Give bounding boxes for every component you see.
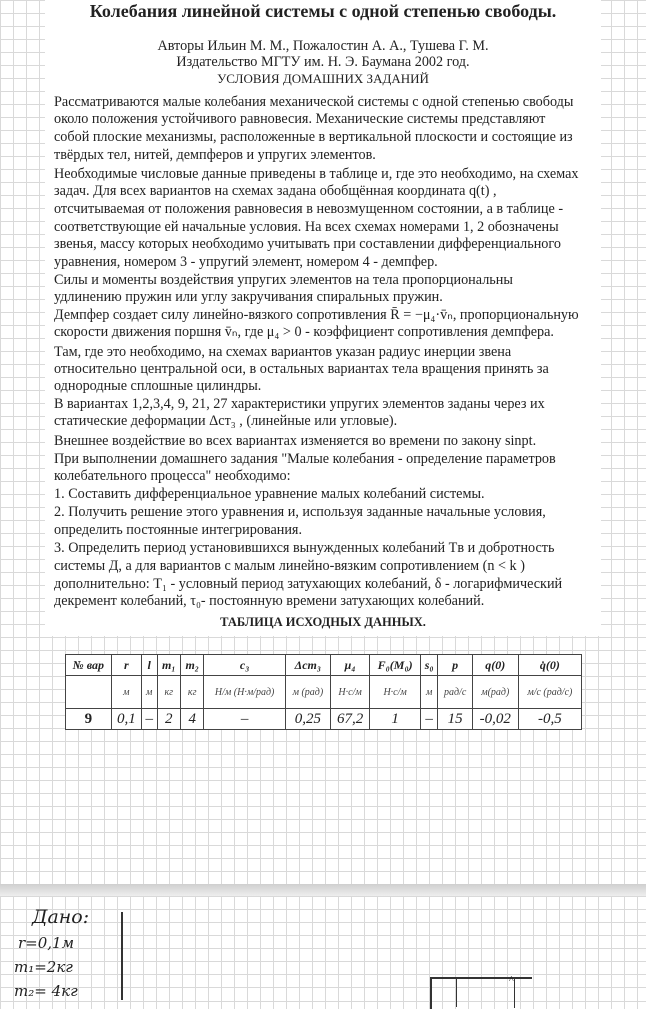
body-text-line: однородные сплошные цилиндры.	[54, 378, 262, 394]
notebook-sheet	[0, 896, 646, 1000]
table-cell: -0,5	[518, 709, 581, 730]
body-text-line: звенья, массу которых необходимо учитывать при составлении дифференциального	[54, 236, 561, 252]
body-text-line: дополнительно: T₁ - условный период затухающих колебаний, δ - логарифмический	[54, 576, 563, 592]
table-cell: 4	[181, 709, 204, 730]
table-unit-cell: м/с (рад/с)	[518, 676, 581, 709]
table-cell: 2	[157, 709, 180, 730]
body-text-line: отсчитываемая от положения равновесия в невозмущенном состоянии, а в таблице -	[54, 201, 564, 217]
body-text-line: задач. Для всех вариантов на схемах задана обобщённая координата q(t) ,	[54, 183, 497, 199]
table-header-cell: m₁	[157, 655, 180, 676]
table-cell: –	[420, 709, 438, 730]
table-unit-cell: м	[111, 676, 141, 709]
body-text-line: Демпфер создает силу линейно-вязкого сопротивления R̄ = −μ₄·v̄ₙ, пропорциональную	[54, 307, 579, 323]
sketch-frame	[430, 977, 532, 1009]
table-unit-cell: м (рад)	[285, 676, 330, 709]
table-unit-cell: м	[141, 676, 157, 709]
handwritten-given: Дано:	[32, 906, 90, 928]
body-text-line: твёрдых тел, нитей, демпферов и упругих элементов.	[54, 147, 376, 163]
body-text-line: колебательного процесса" необходимо:	[54, 468, 291, 484]
table-header-cell: s₀	[420, 655, 438, 676]
body-text-line: В вариантах 1,2,3,4, 9, 21, 27 характеристики упругих элементов заданы через их	[54, 396, 545, 412]
page-title: Колебания линейной системы с одной степенью свободы.	[89, 1, 557, 21]
table-header-cell: q̇(0)	[518, 655, 581, 676]
table-header-cell: № вар	[66, 655, 112, 676]
table-header-cell: q(0)	[472, 655, 518, 676]
body-text-line: удлинению пружин или углу закручивания спиральных пружин.	[54, 289, 443, 305]
table-cell: 1	[370, 709, 421, 730]
body-text-line: около положения устойчивого равновесия. Механические системы представляют	[54, 111, 546, 127]
table-row	[66, 709, 582, 730]
body-text-line: системы Д, а для вариантов с малым линейно-вязким сопротивлением (n < k )	[54, 558, 525, 574]
body-text-line: скорости движения поршня v̄ₙ, где μ₄ > 0 - коэффициент сопротивления демпфера.	[54, 324, 554, 340]
arrow-up-icon	[514, 978, 515, 1008]
table-unit-cell: Н·с/м	[330, 676, 369, 709]
body-text-line: 1. Составить дифференциальное уравнение малых колебаний системы.	[54, 486, 485, 502]
body-text-line: относительно центральной оси, в остальных вариантах тела вращения принять за	[54, 361, 549, 377]
table-header-cell: F₀(M₀)	[370, 655, 421, 676]
table-unit-cell: м	[420, 676, 438, 709]
table-unit-cell: кг	[181, 676, 204, 709]
body-text-line: собой плоские механизмы, расположенные в вертикальной плоскости и состоящие из	[54, 129, 573, 145]
divider-line	[121, 912, 123, 1000]
table-cell: 0,25	[285, 709, 330, 730]
table-header-cell: l	[141, 655, 157, 676]
section-heading: УСЛОВИЯ ДОМАШНИХ ЗАДАНИЙ	[217, 71, 429, 86]
table-unit-cell: м(рад)	[472, 676, 518, 709]
table-cell: 0,1	[111, 709, 141, 730]
table-title: ТАБЛИЦА ИСХОДНЫХ ДАННЫХ.	[220, 615, 426, 629]
table-cell: -0,02	[472, 709, 518, 730]
body-text-line: Там, где это необходимо, на схемах вариантов указан радиус инерции звена	[54, 344, 512, 360]
body-text-line: 2. Получить решение этого уравнения и, используя заданные начальные условия,	[54, 504, 546, 520]
table-header-cell: Δст₃	[285, 655, 330, 676]
table-header-cell: p	[438, 655, 472, 676]
body-text-line: Необходимые числовые данные приведены в таблице и, где это необходимо, на схемах	[54, 166, 579, 182]
body-text-line: определить постоянные интегрирования.	[54, 522, 302, 538]
table-header-cell: c₃	[204, 655, 285, 676]
body-text-line: 3. Определить период установившихся вынужденных колебаний Tв и добротность	[54, 540, 555, 556]
body-text-line: Силы и моменты воздействия упругих элементов на тела пропорциональны	[54, 272, 513, 288]
table-cell: –	[141, 709, 157, 730]
table-cell: 67,2	[330, 709, 369, 730]
table-unit-cell	[66, 676, 112, 709]
arrow-head-icon: ^	[509, 975, 514, 986]
body-text-line: При выполнении домашнего задания "Малые колебания - определение параметров	[54, 451, 556, 467]
body-text-line: декремент колебаний, τ₀- постоянную времени затухающих колебаний.	[54, 593, 485, 609]
table-units-row	[66, 676, 582, 709]
table-unit-cell: Н·с/м	[370, 676, 421, 709]
body-text-line: Рассматриваются малые колебания механической системы с одной степенью свободы	[54, 94, 574, 110]
data-table	[65, 654, 582, 730]
body-text-line: соответствующие ей начальные условия. На всех схемах номерами 1, 2 обозначены	[54, 219, 559, 235]
handwritten-line: m₂= 4кг	[14, 982, 78, 1000]
publisher: Издательство МГТУ им. Н. Э. Баумана 2002 год.	[176, 54, 470, 70]
table-unit-cell: Н/м (Н·м/рад)	[204, 676, 285, 709]
table-unit-cell: рад/с	[438, 676, 472, 709]
table-header-cell: m₂	[181, 655, 204, 676]
handwritten-line: r=0,1м	[18, 934, 75, 952]
table-header-row	[66, 655, 582, 676]
table-header-cell: r	[111, 655, 141, 676]
table-cell: 9	[66, 709, 112, 730]
body-text-line: Внешнее воздействие во всех вариантах изменяется во времени по закону sinpt.	[54, 433, 537, 449]
body-text-line: уравнения, номером 3 - упругий элемент, номером 4 - демпфер.	[54, 254, 438, 270]
page-divider	[0, 884, 646, 896]
table-header-cell: μ₄	[330, 655, 369, 676]
table-cell: –	[204, 709, 285, 730]
body-text-line: статические деформации Δст₃ , (линейные или угловые).	[54, 413, 398, 429]
sketch-line	[456, 977, 457, 1007]
table-unit-cell: кг	[157, 676, 180, 709]
table-cell: 15	[438, 709, 472, 730]
handwritten-line: m₁=2кг	[14, 958, 73, 976]
authors: Авторы Ильин М. М., Пожалостин А. А., Тушева Г. М.	[157, 38, 489, 54]
